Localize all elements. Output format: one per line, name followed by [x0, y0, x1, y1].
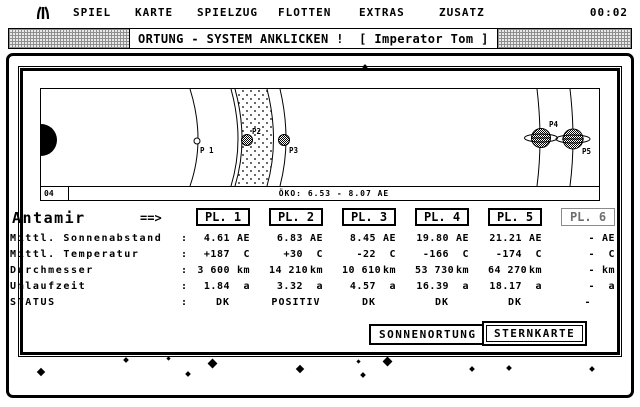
menu-item-extras[interactable]: EXTRAS [359, 6, 405, 19]
planet-p3-label: P3 [289, 146, 299, 155]
menu-bar [0, 0, 640, 27]
cell-durchmesser-pl5: 64 270 km [488, 265, 542, 276]
planet-p2[interactable] [242, 135, 253, 146]
system-map[interactable] [40, 88, 600, 201]
cell-temperatur-pl4: -166 C [422, 249, 469, 260]
planet-header-pl2[interactable]: PL. 2 [269, 208, 323, 226]
system-name: Antamir [12, 209, 86, 227]
cell-sonnenabstand-pl6: - AE [588, 233, 615, 244]
status-message: ORTUNG - SYSTEM ANKLICKEN ! [ Imperator Tom ] [129, 28, 498, 49]
planet-header-pl4[interactable]: PL. 4 [415, 208, 469, 226]
cell-temperatur-pl2: +30 C [283, 249, 323, 260]
map-info-strip [41, 186, 599, 200]
row-colon: : [181, 233, 188, 244]
row-colon: : [181, 265, 188, 276]
row-label-umlaufzeit: Umlaufzeit [10, 281, 87, 292]
cell-sonnenabstand-pl2: 6.83 AE [276, 233, 323, 244]
planet-header-pl5[interactable]: PL. 5 [488, 208, 542, 226]
cell-status-pl6: - [584, 297, 592, 308]
cell-status-pl1: DK [215, 297, 231, 308]
sun-marker[interactable] [41, 124, 57, 156]
cell-temperatur-pl3: -22 C [356, 249, 396, 260]
map-sector-label: 04 [41, 187, 69, 200]
row-colon: : [181, 281, 188, 292]
cell-temperatur-pl1: +187 C [203, 249, 250, 260]
cell-temperatur-pl6: - C [588, 249, 615, 260]
eco-band [235, 89, 274, 186]
arrow-indicator: ==> [140, 211, 162, 225]
menu-item-zusatz[interactable]: ZUSATZ [439, 6, 485, 19]
sternkarte-button[interactable]: STERNKARTE [482, 321, 587, 346]
menu-item-karte[interactable]: KARTE [135, 6, 174, 19]
cell-umlaufzeit-pl1: 1.84 a [203, 281, 250, 292]
title-bar [8, 28, 632, 49]
cell-durchmesser-pl2: 14 210 km [269, 265, 323, 276]
row-label-sonnenabstand: Mittl. Sonnenabstand [10, 233, 163, 244]
planet-p1-label: P 1 [200, 146, 214, 155]
planet-p1[interactable] [194, 138, 200, 144]
planet-p5-label: P5 [582, 147, 592, 156]
orbit-p1 [190, 89, 198, 186]
cell-sonnenabstand-pl4: 19.80 AE [416, 233, 469, 244]
planet-header-pl6[interactable]: PL. 6 [561, 208, 615, 226]
game-clock: 00:02 [589, 6, 628, 19]
menu-item-flotten[interactable]: FLOTTEN [278, 6, 332, 19]
cell-durchmesser-pl3: 10 610 km [342, 265, 396, 276]
cell-umlaufzeit-pl5: 18.17 a [489, 281, 542, 292]
cell-temperatur-pl5: -174 C [495, 249, 542, 260]
planet-header-pl3[interactable]: PL. 3 [342, 208, 396, 226]
row-colon: : [181, 297, 188, 308]
atari-fuji-icon[interactable] [34, 5, 52, 21]
cell-durchmesser-pl4: 53 730 km [415, 265, 469, 276]
row-label-status: STATUS [10, 297, 56, 308]
planet-p2-label: P2 [252, 127, 262, 136]
planet-p4-label: P4 [549, 120, 559, 129]
planet-p5[interactable] [556, 129, 590, 149]
cell-sonnenabstand-pl1: 4.61 AE [203, 233, 250, 244]
cell-status-pl3: DK [361, 297, 377, 308]
menu-item-spiel[interactable]: SPIEL [73, 6, 112, 19]
eco-band-outer-line [231, 89, 238, 186]
cell-status-pl4: DK [434, 297, 450, 308]
menu-item-spielzug[interactable]: SPIELZUG [197, 6, 258, 19]
cell-durchmesser-pl1: 3 600 km [197, 265, 250, 276]
system-map-view[interactable] [41, 89, 599, 186]
row-label-durchmesser: Durchmesser [10, 265, 94, 276]
sonnenortung-button[interactable]: SONNENORTUNG [369, 324, 486, 345]
planet-header-pl1[interactable]: PL. 1 [196, 208, 250, 226]
planet-p4[interactable] [525, 129, 558, 148]
cell-umlaufzeit-pl4: 16.39 a [416, 281, 469, 292]
row-colon: : [181, 249, 188, 260]
cell-sonnenabstand-pl3: 8.45 AE [349, 233, 396, 244]
cell-umlaufzeit-pl3: 4.57 a [349, 281, 396, 292]
cell-status-pl2: POSITIV [271, 297, 321, 308]
cell-umlaufzeit-pl2: 3.32 a [276, 281, 323, 292]
cell-umlaufzeit-pl6: - a [588, 281, 615, 292]
eco-zone-label: ÖKO: 6.53 - 8.07 AE [278, 189, 390, 198]
cell-sonnenabstand-pl5: 21.21 AE [489, 233, 542, 244]
cell-status-pl5: DK [507, 297, 523, 308]
row-label-temperatur: Mittl. Temperatur [10, 249, 140, 260]
planet-p3[interactable] [279, 135, 290, 146]
cell-durchmesser-pl6: - km [588, 265, 615, 276]
